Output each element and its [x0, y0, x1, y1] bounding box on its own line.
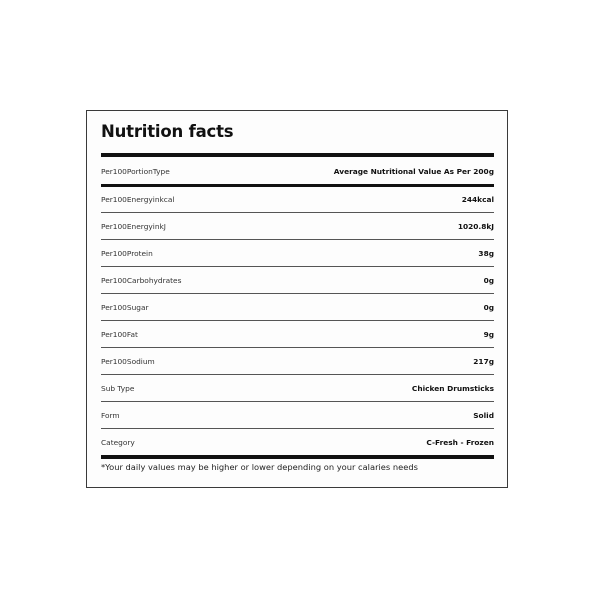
row-label: Per100Fat	[101, 329, 138, 339]
row-label: Category	[101, 437, 135, 447]
row-label: Per100Energyinkcal	[101, 194, 175, 204]
row-divider	[101, 428, 494, 429]
footnote: *Your daily values may be higher or lower depending on your calaries needs	[101, 462, 418, 472]
top-thick-divider	[101, 153, 494, 157]
row-label: Per100Carbohydrates	[101, 275, 182, 285]
nutrition-row-sub-type	[101, 376, 494, 400]
row-value: 0g	[483, 275, 494, 285]
row-value: Chicken Drumsticks	[411, 383, 494, 393]
bottom-thick-divider	[101, 455, 494, 459]
row-divider	[101, 401, 494, 402]
nutrition-row-energy-kcal	[101, 187, 494, 211]
row-value: Solid	[473, 410, 494, 420]
nutrition-row-sugar	[101, 295, 494, 319]
nutrition-row-fat	[101, 322, 494, 346]
row-value: C-Fresh - Frozen	[426, 437, 494, 447]
nutrition-row-category	[101, 430, 494, 454]
row-value: 38g	[478, 248, 494, 258]
nutrition-facts-panel	[86, 110, 508, 488]
row-label: Per100Protein	[101, 248, 153, 258]
row-divider	[101, 374, 494, 375]
nutrition-row-sodium	[101, 349, 494, 373]
row-divider	[101, 212, 494, 213]
row-label: Per100Sodium	[101, 356, 155, 366]
nutrition-row-protein	[101, 241, 494, 265]
row-value: 9g	[483, 329, 494, 339]
row-value: Average Nutritional Value As Per 200g	[333, 166, 494, 176]
row-divider	[101, 266, 494, 267]
row-divider	[101, 239, 494, 240]
row-label: Per100EnergyinkJ	[101, 221, 166, 231]
row-value: 1020.8kJ	[457, 221, 494, 231]
row-label: Sub Type	[101, 383, 135, 393]
row-label: Per100PortionType	[101, 166, 170, 176]
nutrition-row-portion-type	[101, 159, 494, 183]
row-label: Per100Sugar	[101, 302, 149, 312]
nutrition-row-energy-kj	[101, 214, 494, 238]
nutrition-row-form	[101, 403, 494, 427]
row-label: Form	[101, 410, 120, 420]
row-divider	[101, 320, 494, 321]
row-value: 244kcal	[461, 194, 494, 204]
row-divider	[101, 293, 494, 294]
nutrition-facts-title: Nutrition facts	[101, 122, 234, 141]
nutrition-row-carbohydrates	[101, 268, 494, 292]
row-divider	[101, 347, 494, 348]
row-value: 0g	[483, 302, 494, 312]
row-value: 217g	[473, 356, 494, 366]
